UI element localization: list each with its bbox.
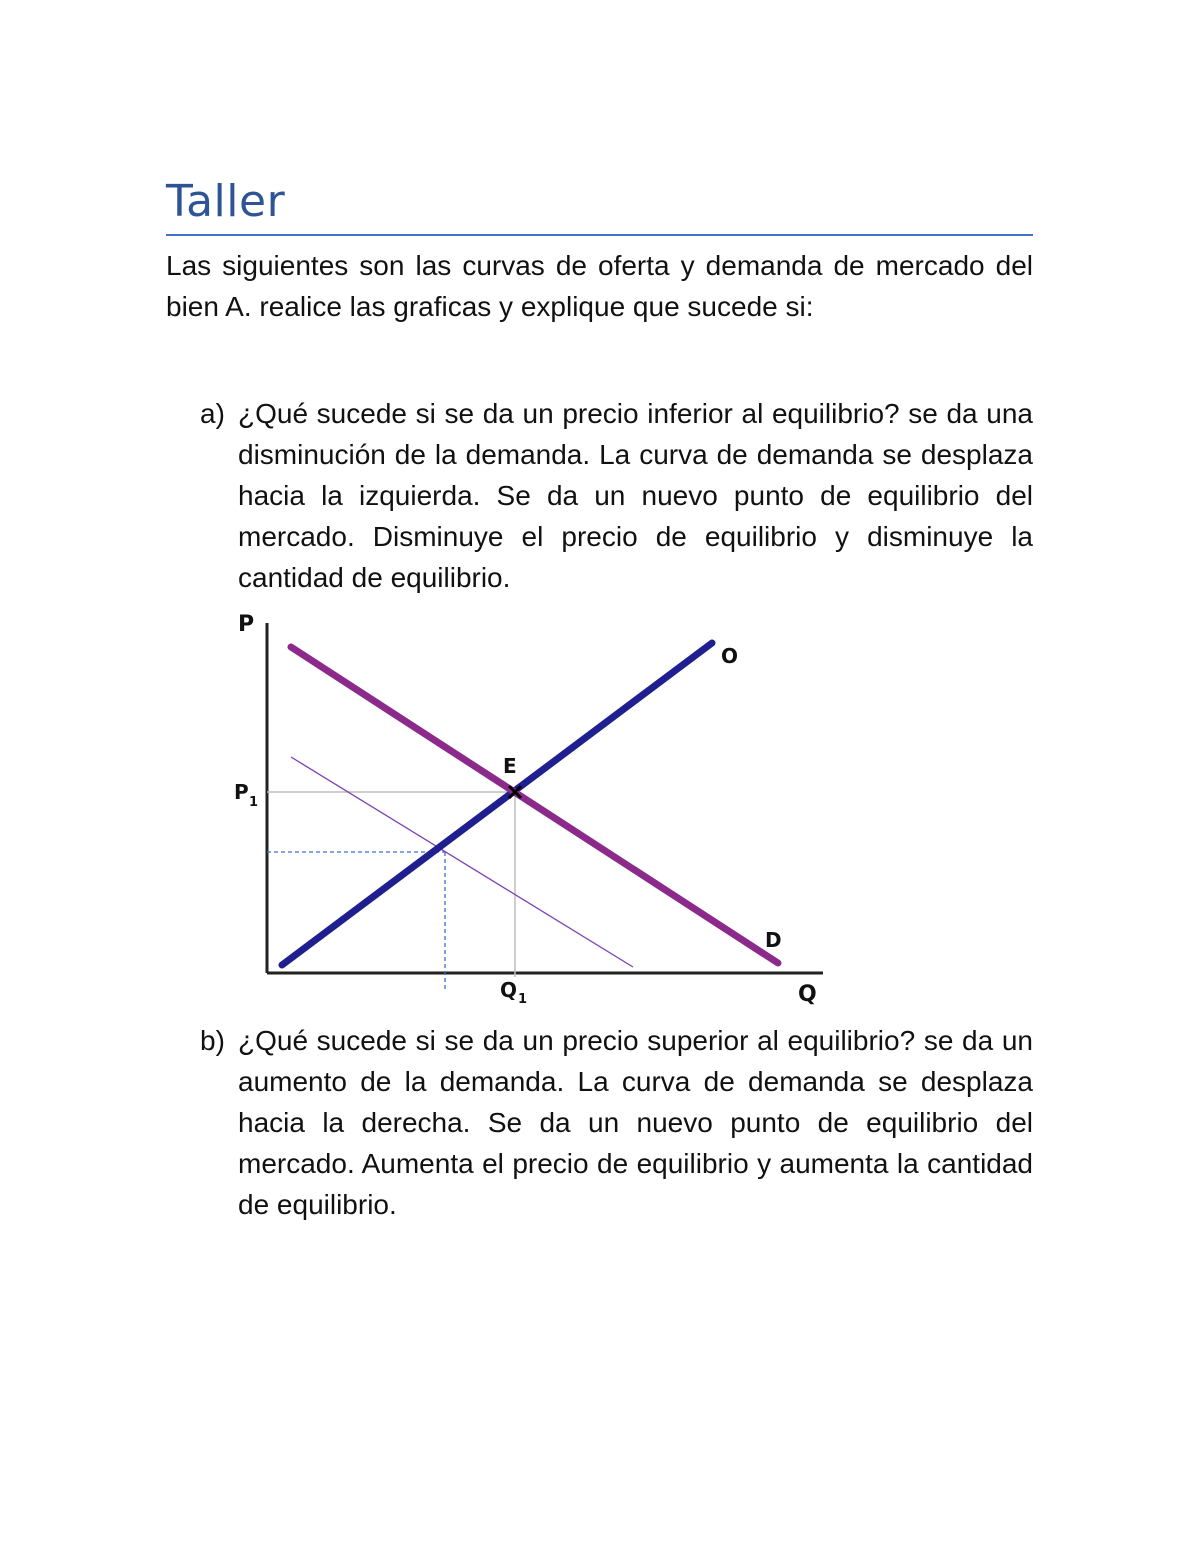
intro-paragraph: Las siguientes son las curvas de oferta y demanda de mercado del bien A. realice las graficas y explique que sucede si: <box>166 250 1033 322</box>
new-demand-curve <box>291 757 633 967</box>
supply-demand-chart <box>225 605 845 1005</box>
list-item-b-text: ¿Qué sucede si se da un precio superior al equilibrio? se da un aumento de la demanda. La curva de demanda se desplaza hacia la derecha. Se da un nuevo punto de equilibrio del mercado. Aumenta el precio de equilibrio y aumenta la cantidad de equilibrio. <box>238 1025 1033 1220</box>
list-marker-b: b) <box>200 1025 225 1056</box>
q1-label: Q <box>500 978 518 1002</box>
list-item-b <box>166 1020 1033 1225</box>
list-item-a <box>166 393 1033 598</box>
title-underline <box>166 234 1033 236</box>
page-title: Taller <box>166 176 286 227</box>
x-axis-label: Q <box>798 982 817 1005</box>
list-marker-a: a) <box>200 398 225 429</box>
supply-curve <box>282 643 712 965</box>
demand-curve <box>291 647 778 963</box>
y-axis-label: P <box>238 612 255 637</box>
p1-label: P <box>234 780 249 804</box>
q1-subscript: 1 <box>518 992 528 1005</box>
equilibrium-label: E <box>503 754 517 778</box>
p1-subscript: 1 <box>249 795 259 810</box>
supply-label: O <box>721 644 739 668</box>
list-item-a-text: ¿Qué sucede si se da un precio inferior al equilibrio? se da una disminución de la demanda. La curva de demanda se desplaza hacia la izquierda. Se da un nuevo punto de equilibrio del mercado. Disminuye el precio de equilibrio y disminuye la cantidad de equilibrio. <box>238 398 1033 593</box>
demand-label: D <box>765 928 782 952</box>
